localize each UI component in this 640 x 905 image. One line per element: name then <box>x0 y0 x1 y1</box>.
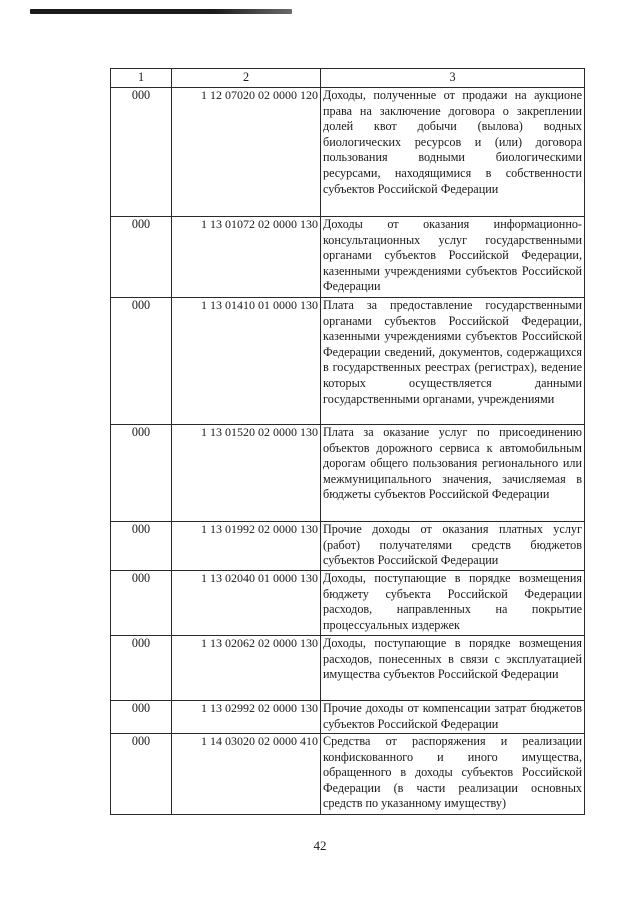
column-header: 3 <box>321 69 585 88</box>
admin-code-cell: 000 <box>111 571 172 636</box>
kbk-code-cell: 1 12 07020 02 0000 120 <box>172 88 321 217</box>
admin-code-cell: 000 <box>111 701 172 734</box>
kbk-code-cell: 1 13 02040 01 0000 130 <box>172 571 321 636</box>
column-header: 2 <box>172 69 321 88</box>
kbk-code-cell: 1 13 01992 02 0000 130 <box>172 522 321 571</box>
table-row <box>111 217 585 298</box>
kbk-code-cell: 1 13 01072 02 0000 130 <box>172 217 321 298</box>
revenue-codes-table <box>110 68 585 815</box>
scan-artifact-bar <box>30 9 292 14</box>
description-cell: Доходы, поступающие в порядке возмещения расходов, понесенных в связи с эксплуатацией имущества субъектов Российской Федерации <box>321 636 585 701</box>
table-row <box>111 88 585 217</box>
kbk-code-cell: 1 13 01520 02 0000 130 <box>172 425 321 522</box>
description-cell: Доходы от оказания информационно-консультационных услуг государственными органами субъектов Российской Федерации, казенными учреждениями субъектов Российской Федерации <box>321 217 585 298</box>
description-cell: Доходы, полученные от продажи на аукционе права на заключение договора о закреплении долей квот добычи (вылова) водных биологических ресурсов и (или) договора пользования водными биологическими ресурсами, находящимися в собственности субъектов Российской Федерации <box>321 88 585 217</box>
admin-code-cell: 000 <box>111 636 172 701</box>
kbk-code-cell: 1 13 01410 01 0000 130 <box>172 298 321 425</box>
admin-code-cell: 000 <box>111 522 172 571</box>
column-header: 1 <box>111 69 172 88</box>
table-row <box>111 734 585 815</box>
table-header-row <box>111 69 585 88</box>
description-cell: Плата за оказание услуг по присоединению объектов дорожного сервиса к автомобильным дорогам общего пользования регионального или межмуниципального значения, зачисляемая в бюджеты субъектов Российской Федерации <box>321 425 585 522</box>
admin-code-cell: 000 <box>111 88 172 217</box>
kbk-code-cell: 1 14 03020 02 0000 410 <box>172 734 321 815</box>
admin-code-cell: 000 <box>111 734 172 815</box>
table-row <box>111 636 585 701</box>
description-cell: Плата за предоставление государственными органами субъектов Российской Федерации, казенными учреждениями субъектов Российской Федерации сведений, документов, содержащихся в государственных реестрах (регистрах), ведение которых осуществляется данными государственными органами, учреждениями <box>321 298 585 425</box>
kbk-code-cell: 1 13 02062 02 0000 130 <box>172 636 321 701</box>
admin-code-cell: 000 <box>111 425 172 522</box>
table-row <box>111 298 585 425</box>
table-row <box>111 701 585 734</box>
admin-code-cell: 000 <box>111 298 172 425</box>
table-row <box>111 425 585 522</box>
page-number: 42 <box>313 838 327 853</box>
description-cell: Доходы, поступающие в порядке возмещения бюджету субъекта Российской Федерации расходов, направленных на покрытие процессуальных издержек <box>321 571 585 636</box>
table-row <box>111 571 585 636</box>
description-cell: Средства от распоряжения и реализации конфискованного и иного имущества, обращенного в доходы субъектов Российской Федерации (в части реализации основных средств по указанному имуществу) <box>321 734 585 815</box>
kbk-code-cell: 1 13 02992 02 0000 130 <box>172 701 321 734</box>
admin-code-cell: 000 <box>111 217 172 298</box>
description-cell: Прочие доходы от компенсации затрат бюджетов субъектов Российской Федерации <box>321 701 585 734</box>
table-row <box>111 522 585 571</box>
description-cell: Прочие доходы от оказания платных услуг (работ) получателями средств бюджетов субъектов Российской Федерации <box>321 522 585 571</box>
